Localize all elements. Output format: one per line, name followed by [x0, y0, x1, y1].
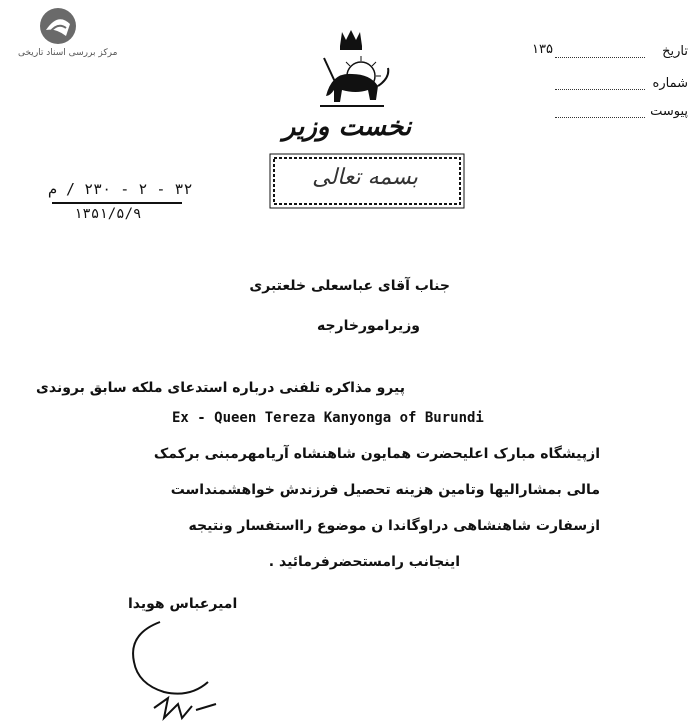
handwritten-signature [120, 612, 250, 724]
addressee-name: جناب آقای عباسعلی خلعتبری [249, 278, 450, 294]
number-field-line [555, 89, 645, 90]
archive-logo-icon [38, 6, 78, 46]
body-line: مالی بمشارالیها وتامین هزینه تحصیل فرزندش خواهشمنداست [170, 482, 600, 498]
body-line: پیرو مذاکره تلفنی درباره استدعای ملکه سابق بروندی [36, 380, 405, 396]
body-line-latin: Ex - Queen Tereza Kanyonga of Burundi [172, 410, 484, 426]
office-title: نخست وزیر [282, 112, 412, 142]
addressee-title: وزیرامورخارجه [316, 318, 420, 334]
number-label: شماره [652, 76, 688, 91]
body-line: ازپیشگاه مبارک اعلیحضرت همایون شاهنشاه آریامهرمبنی برکمک [153, 446, 600, 462]
attachment-label: پیوست [650, 104, 688, 119]
body-line: ازسفارت شاهنشاهی دراوگاندا ن موضوع رااستفسار ونتیجه [188, 518, 600, 534]
date-label: تاریخ [662, 44, 688, 59]
reference-number: ۳۲ - ۲ - ۲۳۰ / م [48, 180, 193, 198]
body-line: اینجانب رامستحضرفرمائید . [268, 554, 460, 570]
archive-watermark-text: مرکز بررسی اسناد تاریخی [18, 48, 118, 58]
date-value: ۱۳۵ [532, 42, 553, 57]
stamp-text: بسمه تعالی [312, 165, 418, 190]
lion-sun-emblem-icon [306, 28, 396, 114]
date-field-line [555, 57, 645, 58]
reference-date: ۱۳۵۱/۵/۹ [74, 206, 142, 222]
reference-divider [52, 202, 182, 204]
signatory-name: امیرعباس هویدا [128, 596, 238, 612]
attachment-field-line [555, 117, 645, 118]
